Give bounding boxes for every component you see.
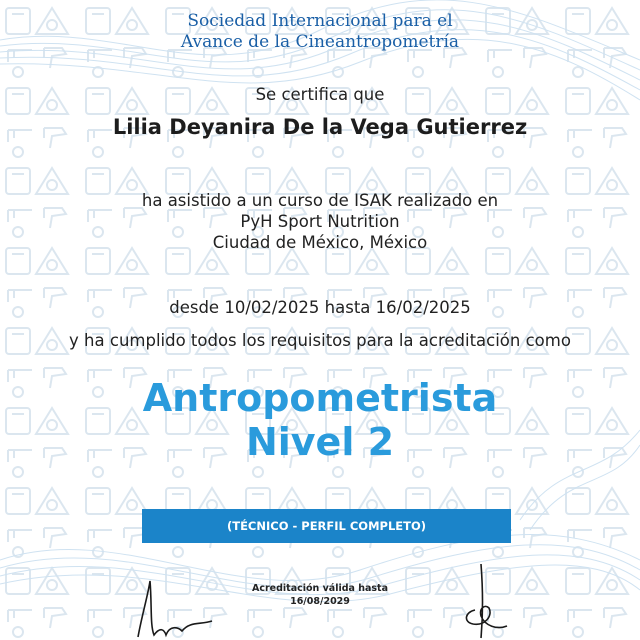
signature-right	[445, 560, 525, 640]
validity-date: 16/08/2029	[290, 596, 350, 607]
course-dates: desde 10/02/2025 hasta 16/02/2025	[169, 298, 471, 317]
course-location: Ciudad de México, México	[212, 233, 428, 252]
accreditation-title-line2: Nivel 2	[245, 420, 395, 464]
course-text: ha asistido a un curso de ISAK realizado en	[141, 191, 499, 210]
organization-name-line1: Sociedad Internacional para el	[187, 11, 453, 31]
validity-label: Acreditación válida hasta	[251, 583, 389, 594]
organization-name-line2: Avance de la Cineantropometría	[180, 32, 460, 52]
course-venue: PyH Sport Nutrition	[240, 212, 400, 231]
signature-left	[120, 575, 220, 640]
certifies-text: Se certifica que	[255, 85, 385, 104]
accreditation-profile-band: (TÉCNICO - PERFIL COMPLETO)	[142, 509, 511, 543]
recipient-name: Lilia Deyanira De la Vega Gutierrez	[112, 115, 528, 139]
requirements-text: y ha cumplido todos los requisitos para la acreditación como	[69, 331, 571, 350]
accreditation-title-line1: Antropometrista	[142, 376, 498, 420]
